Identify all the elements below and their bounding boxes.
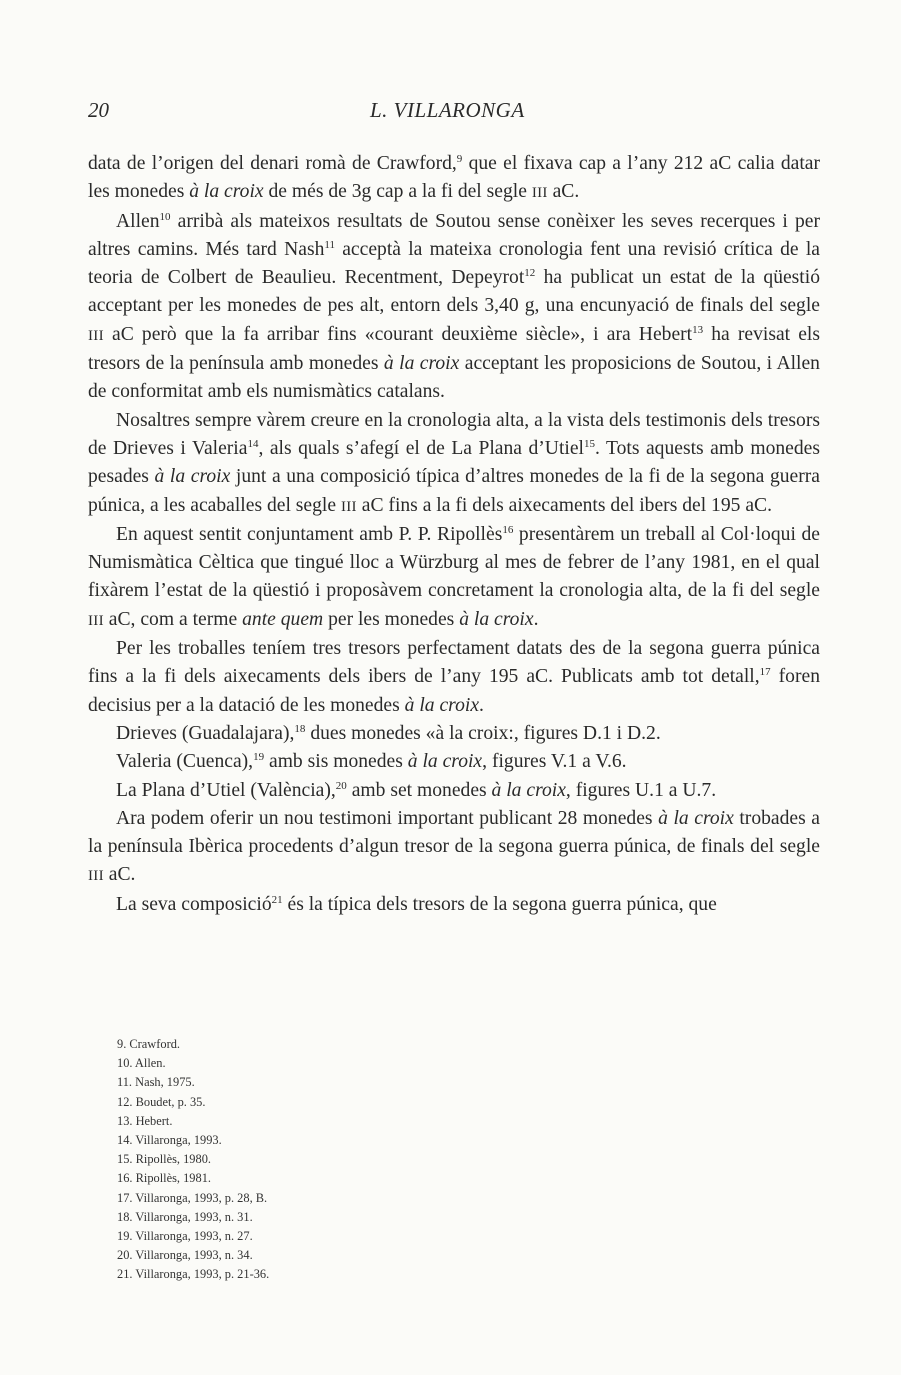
footnote-ref: 20	[335, 779, 347, 792]
paragraph: Nosaltres sempre vàrem creure en la cronologia alta, a la vista dels testimonis dels tresors de Drieves i Valeria$^{14}$, als quals s’afegí el de La Plana d’Utiel$^{15}$. Tots aquests amb monedes pesades à la croix junt a una composició típica d’altres monedes de la fi de la segona guerra púnica, a les acaballes del segle III aC fins a la fi dels aixecaments del ibers del 195 aC.	[88, 409, 820, 516]
footnote-ref: 12	[524, 267, 536, 280]
footnote-ref: 14	[247, 437, 259, 450]
footnote-text: Villaronga, 1993, p. 21-36.	[135, 1267, 270, 1282]
italic-phrase: ante quem	[242, 608, 324, 630]
footnote	[117, 1265, 517, 1284]
paragraph: Valeria (Cuenca),$^{19}$ amb sis monedes à la croix, figures V.1 a V.6.	[116, 751, 627, 773]
footnote-number: 14.	[117, 1133, 133, 1148]
footnote-text: Ripollès, 1980.	[135, 1152, 211, 1167]
footnote-ref: 18	[294, 722, 306, 735]
roman-numeral: III	[88, 327, 104, 344]
footnote	[117, 1093, 517, 1112]
footnote-text: Villaronga, 1993.	[135, 1133, 222, 1148]
footnote-number: 15.	[117, 1152, 133, 1167]
footnote-number: 17.	[117, 1190, 133, 1205]
footnote-number: 11.	[117, 1075, 133, 1090]
paragraph: La Plana d’Utiel (València),$^{20}$ amb set monedes à la croix, figures U.1 a U.7.	[116, 779, 717, 801]
footnote	[117, 1112, 517, 1131]
italic-phrase: à la croix	[491, 779, 566, 801]
paragraph: data de l’origen del denari romà de Crawford,$^9$ que el fixava cap a l’any 212 aC calia datar les monedes à la croix de més de 3g cap a la fi del segle III aC.	[88, 153, 820, 203]
roman-numeral: III	[531, 185, 548, 202]
footnote-text: Ripollès, 1981.	[135, 1171, 211, 1186]
footnote	[117, 1208, 517, 1227]
footnote-text: Boudet, p. 35.	[135, 1094, 206, 1109]
running-header	[88, 98, 818, 126]
footnote	[117, 1227, 517, 1246]
footnote-text: Crawford.	[129, 1037, 180, 1051]
roman-numeral: III	[88, 612, 104, 629]
body-text	[88, 150, 820, 919]
footnote	[117, 1150, 517, 1169]
roman-numeral: III	[340, 498, 357, 515]
footnote-number: 16.	[117, 1171, 133, 1186]
footnotes-list	[117, 1035, 517, 1285]
footnote	[117, 1073, 517, 1092]
paragraph: Ara podem oferir un nou testimoni important publicant 28 monedes à la croix trobades a la península Ibèrica procedents d’algun tresor de la segona guerra púnica, de finals del segle III aC.	[88, 807, 820, 886]
footnote-text: Nash, 1975.	[135, 1075, 195, 1090]
footnote-ref: 16	[502, 523, 514, 536]
italic-phrase: à la croix	[154, 466, 231, 488]
footnote-ref: 15	[583, 437, 595, 450]
footnote-number: 18.	[117, 1209, 133, 1224]
footnote-number: 12.	[117, 1094, 133, 1109]
footnote	[117, 1189, 517, 1208]
footnote	[117, 1035, 517, 1054]
footnote-ref: 10	[159, 210, 171, 223]
paragraph: Allen$^{10}$ arribà als mateixos resultats de Soutou sense conèixer les seves recerques i per altres camins. Més tard Nash$^{11}$ acceptà la mateixa cronologia fent una revisió crítica de la teoria de Colbert de Beaulieu. Recentment, Depeyrot$^{12}$ ha publicat un estat de la qüestió acceptant per les monedes de pes alt, entorn dels 3,40 g, una encunyació de finals del segle III aC però que la fa arribar fins «courant deuxième siècle», i ara Hebert$^{13}$ ha revisat els tresors de la península amb monedes à la croix acceptant les proposicions de Soutou, i Allen de conformitat amb els numismàtics catalans.	[88, 210, 820, 403]
footnote-text: Villaronga, 1993, n. 34.	[135, 1248, 253, 1263]
footnote	[117, 1246, 517, 1265]
paragraph: En aquest sentit conjuntament amb P. P. Ripollès$^{16}$ presentàrem un treball al Col·loqui de Numismàtica Cèltica que tingué lloc a Würzburg al mes de febrer de l’any 1981, en el qual fixàrem l’estat de la qüestió i proposàvem concretament la cronologia alta, de la fi del segle III aC, com a terme ante quem per les monedes à la croix.	[88, 523, 820, 630]
footnote-text: Villaronga, 1993, n. 31.	[135, 1209, 253, 1224]
footnote	[117, 1169, 517, 1188]
italic-phrase: à la croix	[459, 608, 534, 630]
paragraph: Drieves (Guadalajara),$^{18}$ dues monedes «à la croix:, figures D.1 i D.2.	[116, 722, 661, 744]
footnote-number: 20.	[117, 1248, 133, 1263]
paragraph: Per les troballes teníem tres tresors perfectament datats des de la segona guerra púnica fins a la fi dels aixecaments dels ibers de l’any 195 aC. Publicats amb tot detall,$^{17}$ foren decisius per a la datació de les monedes à la croix.	[88, 638, 820, 716]
paragraph: La seva composició$^{21}$ és la típica dels tresors de la segona guerra púnica, que	[116, 893, 717, 915]
italic-phrase: à la croix	[658, 807, 734, 829]
italic-phrase: à la croix	[404, 694, 480, 716]
italic-phrase: à la croix	[189, 181, 264, 203]
footnote-ref: 21	[271, 893, 283, 906]
footnote-ref: 13	[692, 323, 704, 336]
footnote-number: 21.	[117, 1267, 133, 1282]
footnote-number: 19.	[117, 1229, 133, 1244]
footnote-text: Allen.	[134, 1056, 166, 1071]
footnote	[117, 1054, 517, 1073]
footnote-text: Hebert.	[135, 1113, 173, 1128]
running-title: L. VILLARONGA	[370, 98, 525, 122]
footnote-number: 9.	[117, 1037, 127, 1051]
footnote-ref: 17	[759, 666, 771, 679]
footnote-ref: 11	[324, 238, 335, 251]
footnote-text: Villaronga, 1993, n. 27.	[135, 1229, 253, 1244]
footnote-ref: 19	[253, 751, 265, 764]
footnote-number: 10.	[117, 1056, 133, 1071]
roman-numeral: III	[88, 868, 104, 885]
page-number: 20	[88, 98, 109, 122]
footnote-text: Villaronga, 1993, p. 28, B.	[135, 1190, 268, 1205]
italic-phrase: à la croix	[383, 353, 460, 375]
footnote-ref: 9	[456, 153, 463, 165]
italic-phrase: à la croix	[407, 751, 483, 773]
footnote	[117, 1131, 517, 1150]
footnote-number: 13.	[117, 1113, 133, 1128]
